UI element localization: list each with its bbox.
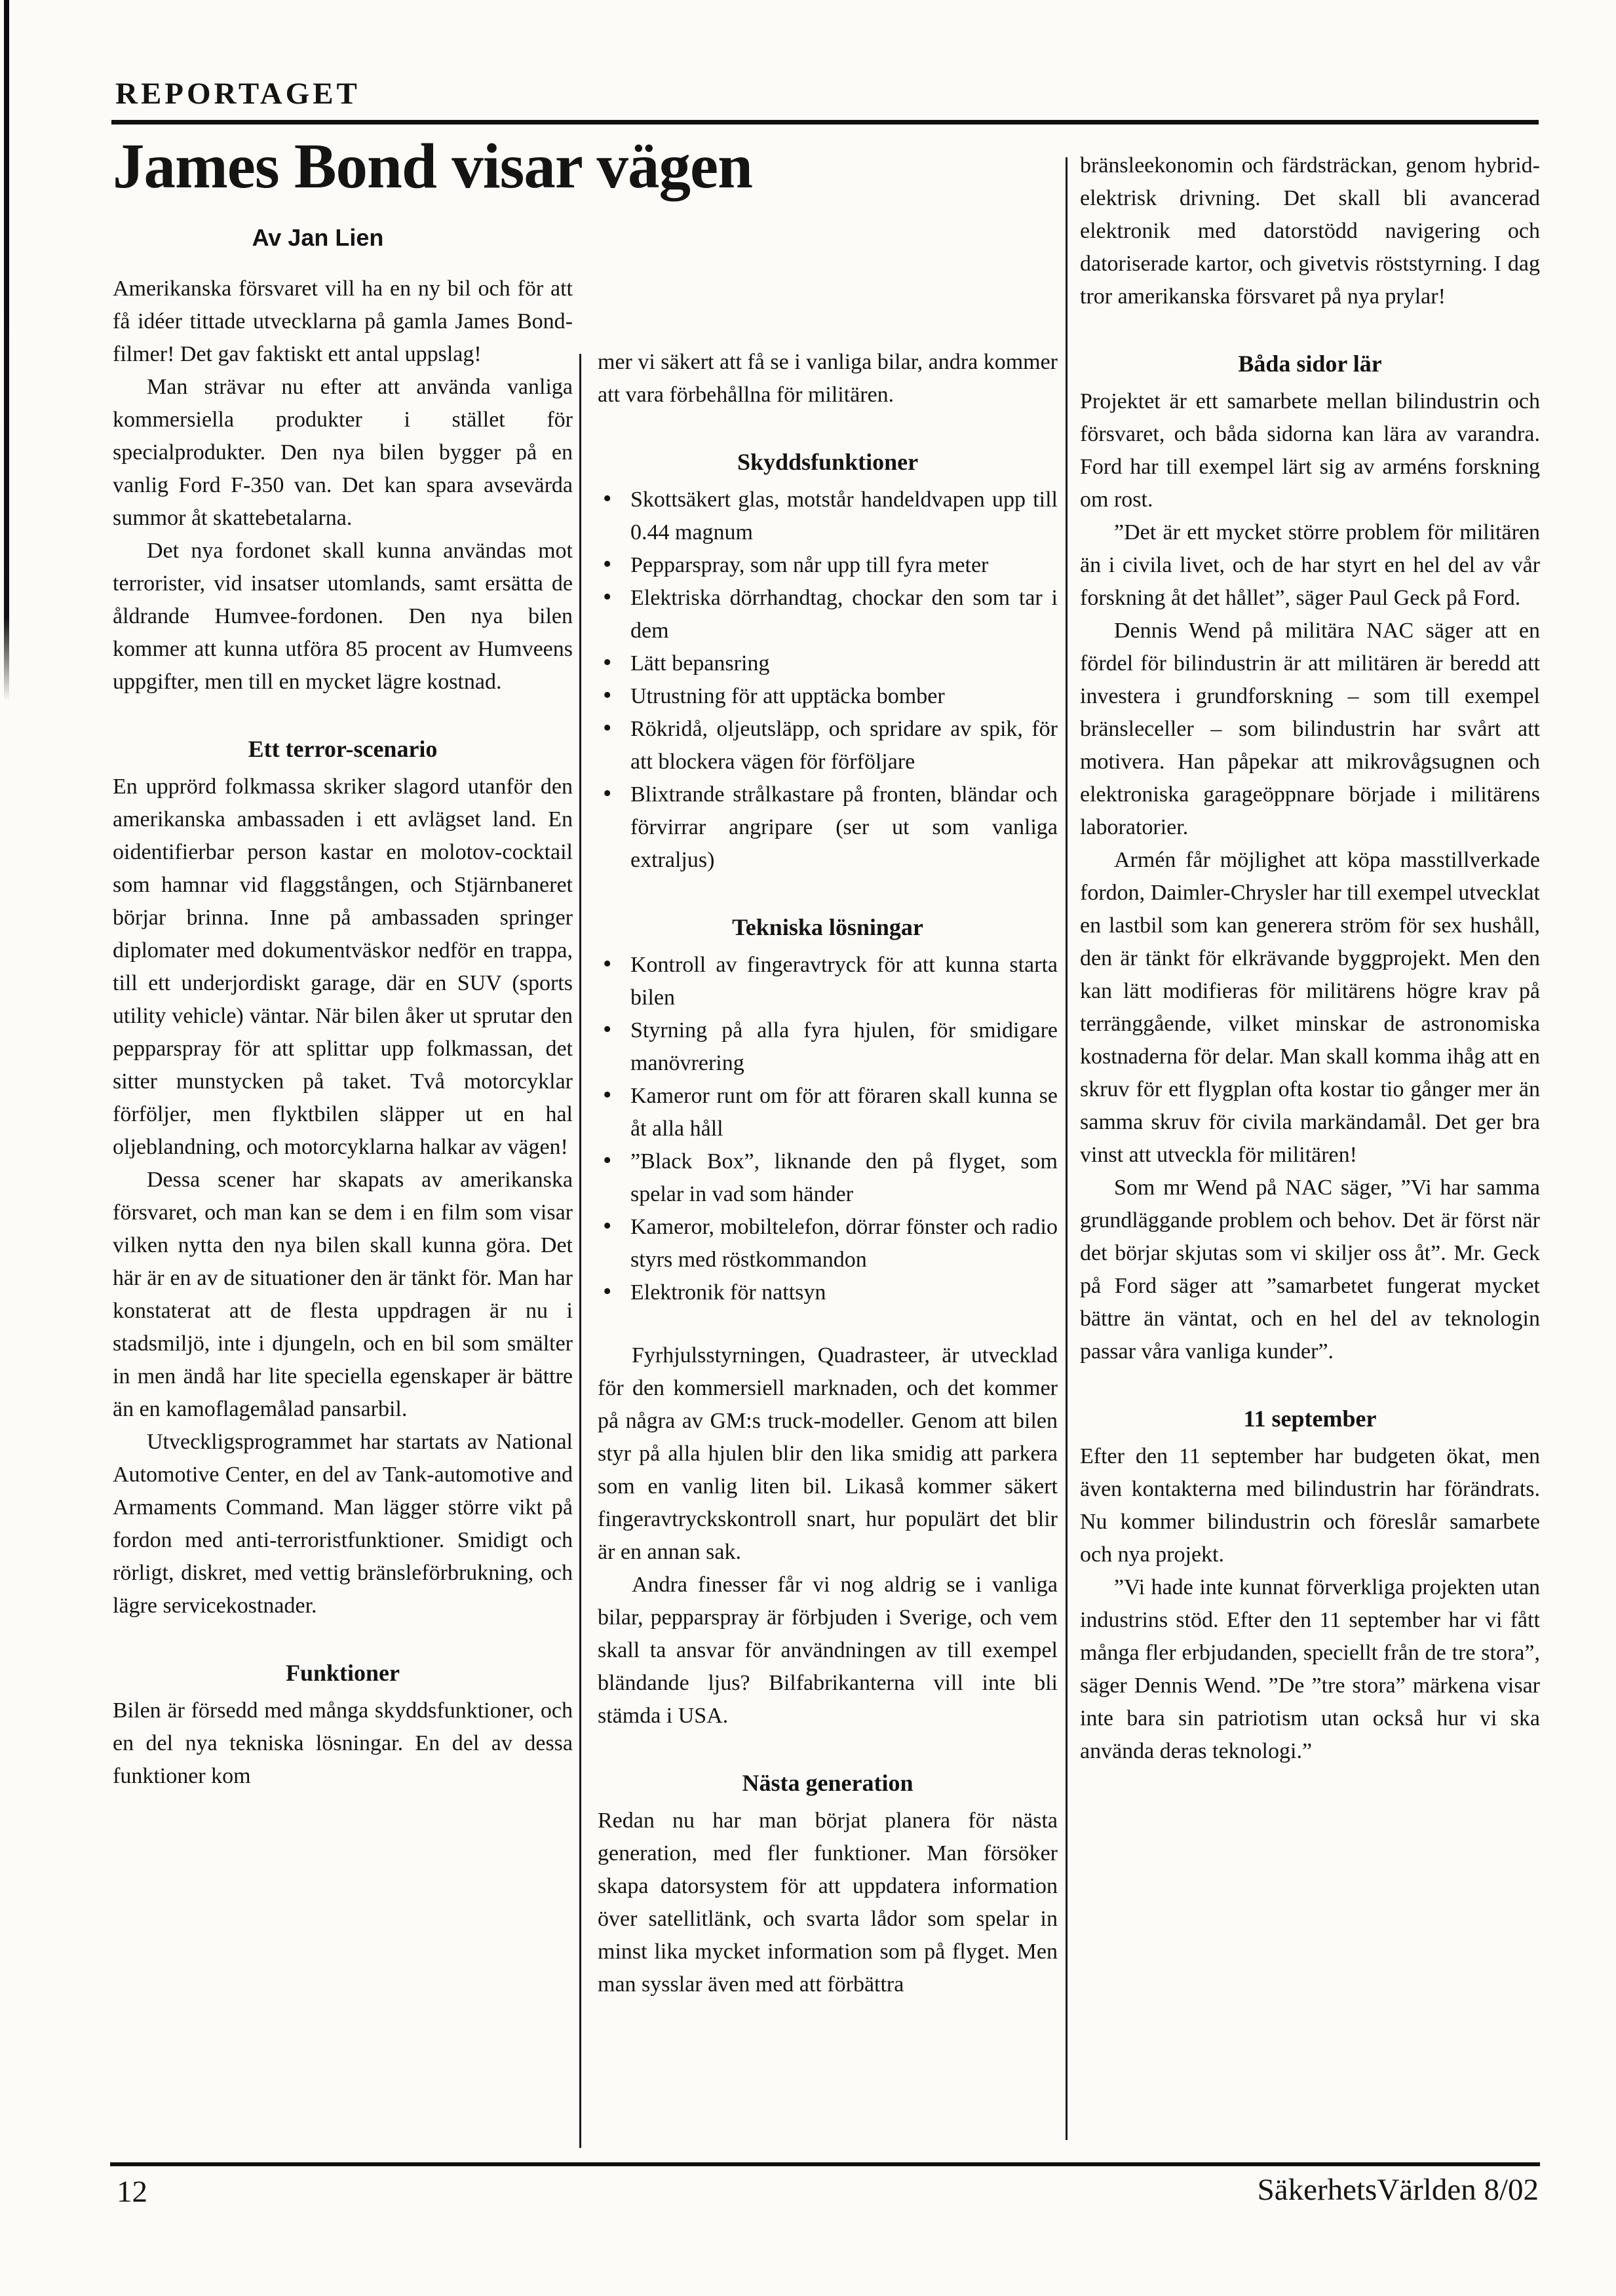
paragraph: En upprörd folkmassa skriker slagord utanför den amerikanska ambassaden i ett avlägset land. En oidentifierbar person kastar en molotov-cocktail som hamnar vid flaggstången, och Stjärnbaneret börjar brinna. Inne på ambassaden springer diplomater med dokumentväskor nedför en trappa, till ett underjordiskt garage, där en SUV (sports utility vehicle) väntar. När bilen åker ut sprutar den pepparspray för att splittar upp folkmassan, det sitter munstycken på taket. Två motorcyklar förföljer, men flyktbilen släpper ut en hal oljeblandning, och motorcyklarna halkar av vägen! xyxy=(113,775,573,1159)
text-column-2 xyxy=(598,346,1058,2001)
bullet-item: • ”Black Box”, liknande den på flyget, som spelar in vad som händer xyxy=(598,1145,1058,1211)
section-heading: 11 september xyxy=(1243,1406,1377,1432)
paragraph: Som mr Wend på NAC säger, ”Vi har samma grundläggande problem och behov. Det är först när det börjar skjutas som vi skiljer oss åt”. Mr. Geck på Ford säger att ”samarbetet fungerat mycket bättre än väntat, och en hel del av teknologin passar våra vanliga kunder”. xyxy=(1080,1176,1540,1364)
paragraph: bränsleekonomin och färdsträckan, genom hybrid-elektrisk drivning. Det skall bli avancerad elektronik med datorstödd navigering och datoriserade kartor, och givetvis röststyrning. I dag tror amerikanska försvaret på nya prylar! xyxy=(1080,153,1540,309)
section-heading: Båda sidor lär xyxy=(1238,351,1382,377)
paragraph: Man strävar nu efter att använda vanliga kommersiella produkter i stället för specialprodukter. Den nya bilen bygger på en vanlig Ford F-350 van. Det kan spara avsevärda summor åt skattebetalarna. xyxy=(113,375,573,530)
section-heading: Funktioner xyxy=(285,1660,400,1686)
bullet-item: • Rökridå, oljeutsläpp, och spridare av spik, för att blockera vägen för förföljare xyxy=(598,713,1058,778)
bullet-item: • Kameror, mobiltelefon, dörrar fönster och radio styrs med röstkommandon xyxy=(598,1211,1058,1276)
byline: Av Jan Lien xyxy=(252,224,384,251)
bullet-item: • Skottsäkert glas, motstår handeldvapen upp till 0.44 magnum xyxy=(598,484,1058,549)
paragraph: Fyrhjulsstyrningen, Quadrasteer, är utvecklad för den kommersiell marknaden, och det kommer på några av GM:s truck-modeller. Genom att bilen styr på alla hjulen blir den lika smidig att parkera som en vanlig liten bil. Likaså kommer säkert fingeravtryckskontroll snart, hur populärt det blir är en annan sak. xyxy=(598,1343,1058,1564)
page-number: 12 xyxy=(117,2175,147,2209)
paragraph: Efter den 11 september har budgeten ökat, men även kontakterna med bilindustrin har förändrats. Nu kommer bilindustrin och föreslår samarbete och nya projekt. xyxy=(1080,1444,1540,1567)
paragraph: Utveckligsprogrammet har startats av National Automotive Center, en del av Tank-automotive and Armaments Command. Man lägger större vikt på fordon med anti-terroristfunktioner. Smidigt och rörligt, diskret, med vettig bränsleförbrukning, och lägre servicekostnader. xyxy=(113,1430,573,1618)
section-kicker: REPORTAGET xyxy=(115,77,360,111)
paragraph: Armén får möjlighet att köpa masstillverkade fordon, Daimler-Chrysler har till exempel utvecklat en lastbil som kan generera ström för sex hushåll, den är tänkt för elkrävande byggprojekt. Men den kan lätt modifieras för militärens högre krav på terränggående, vilket minskar de astronomiska kostnaderna för delar. Man skall komma ihåg att en skruv för ett flygplan ofta kostar tio gånger mer än samma skruv för civila markändamål. Det ger bra vinst att utveckla för militären! xyxy=(1080,848,1540,1167)
paragraph: Andra finesser får vi nog aldrig se i vanliga bilar, pepparspray är förbjuden i Sverige, och vem skall ta ansvar för användningen av till exempel bländande ljus? Bilfabrikanterna vill inte bli stämda i USA. xyxy=(598,1573,1058,1728)
bullet-item: • Styrning på alla fyra hjulen, för smidigare manövrering xyxy=(598,1014,1058,1080)
paragraph: Det nya fordonet skall kunna användas mot terrorister, vid insatser utomlands, samt ersätta de åldrande Humvee-fordonen. Den nya bilen kommer att kunna utföra 85 procent av Humveens uppgifter, men till en mycket lägre kostnad. xyxy=(113,539,573,694)
article-title: James Bond visar vägen xyxy=(113,131,752,201)
scan-edge-artifact xyxy=(4,0,9,701)
footer-rule xyxy=(110,2162,1540,2166)
header-rule xyxy=(111,120,1539,124)
paragraph: ”Vi hade inte kunnat förverkliga projekten utan industrins stöd. Efter den 11 september har vi fått många fler erbjudanden, speciellt från de tre stora”, säger Dennis Wend. ”De ”tre stora” märkena visar inte bara sin patriotism utan också hur vi ska använda deras teknologi.” xyxy=(1080,1575,1540,1763)
section-heading: Ett terror-scenario xyxy=(248,736,438,762)
text-column-1 xyxy=(113,273,573,1793)
paragraph: Dennis Wend på militära NAC säger att en fördel för bilindustrin är att militären är beredd att investera i grundforskning – som till exempel bränsleceller – som bilindustrin har svårt att motivera. Han påpekar att mikrovågsugnen och elektroniska garageöppnare började i militärens laboratorier. xyxy=(1080,619,1540,839)
bullet-list xyxy=(598,949,1058,1309)
bullet-item: • Kontroll av fingeravtryck för att kunna starta bilen xyxy=(598,949,1058,1014)
bullet-item: • Kameror runt om för att föraren skall kunna se åt alla håll xyxy=(598,1080,1058,1145)
section-heading: Nästa generation xyxy=(742,1770,914,1796)
column-divider-2 xyxy=(1066,157,1068,2140)
paragraph: ”Det är ett mycket större problem för militären än i civila livet, och de har styrt en hel del av vår forskning åt det hållet”, säger Paul Geck på Ford. xyxy=(1080,520,1540,610)
section-heading: Tekniska lösningar xyxy=(732,914,923,940)
paragraph: Redan nu har man börjat planera för nästa generation, med fler funktioner. Man försöker skapa datorsystem för att uppdatera information över satellitlänk, och svarta lådor som spelar in minst lika mycket information som på flyget. Men man sysslar även med att förbättra xyxy=(598,1808,1058,1997)
section-heading: Skyddsfunktioner xyxy=(737,449,919,475)
paragraph: Dessa scener har skapats av amerikanska försvaret, och man kan se dem i en film som visar vilken nytta den nya bilen skall kunna göra. Det här är en av de situationer den är tänkt för. Man har konstaterat att de flesta uppdragen är nu i stadsmiljö, inte i djungeln, och en bil som smälter in men ändå har lite speciella egenskaper är bättre än en kamoflagemålad pansarbil. xyxy=(113,1168,573,1421)
bullet-item: • Pepparspray, som når upp till fyra meter xyxy=(598,549,1058,582)
paragraph: Projektet är ett samarbete mellan bilindustrin och försvaret, och båda sidorna kan lära av varandra. Ford har till exempel lärt sig av arméns forskning om rost. xyxy=(1080,389,1540,512)
bullet-list xyxy=(598,484,1058,877)
paragraph: Bilen är försedd med många skyddsfunktioner, och en del nya tekniska lösningar. En del av dessa funktioner kom xyxy=(113,1698,573,1788)
bullet-item: • Elektriska dörrhandtag, chockar den som tar i dem xyxy=(598,582,1058,647)
paragraph: mer vi säkert att få se i vanliga bilar, andra kommer att vara förbehållna för militären. xyxy=(598,350,1058,407)
publication-name: SäkerhetsVärlden 8/02 xyxy=(1257,2173,1539,2207)
text-column-3 xyxy=(1080,149,1540,1768)
bullet-item: • Blixtrande strålkastare på fronten, bländar och förvirrar angripare (ser ut som vanliga extraljus) xyxy=(598,778,1058,877)
bullet-item: • Utrustning för att upptäcka bomber xyxy=(598,680,1058,713)
bullet-item: • Elektronik för nattsyn xyxy=(598,1276,1058,1309)
column-divider-1 xyxy=(579,354,581,2148)
paragraph: Amerikanska försvaret vill ha en ny bil och för att få idéer tittade utvecklarna på gamla James Bond-filmer! Det gav faktiskt ett antal uppslag! xyxy=(113,277,573,366)
bullet-item: • Lätt bepansring xyxy=(598,647,1058,680)
